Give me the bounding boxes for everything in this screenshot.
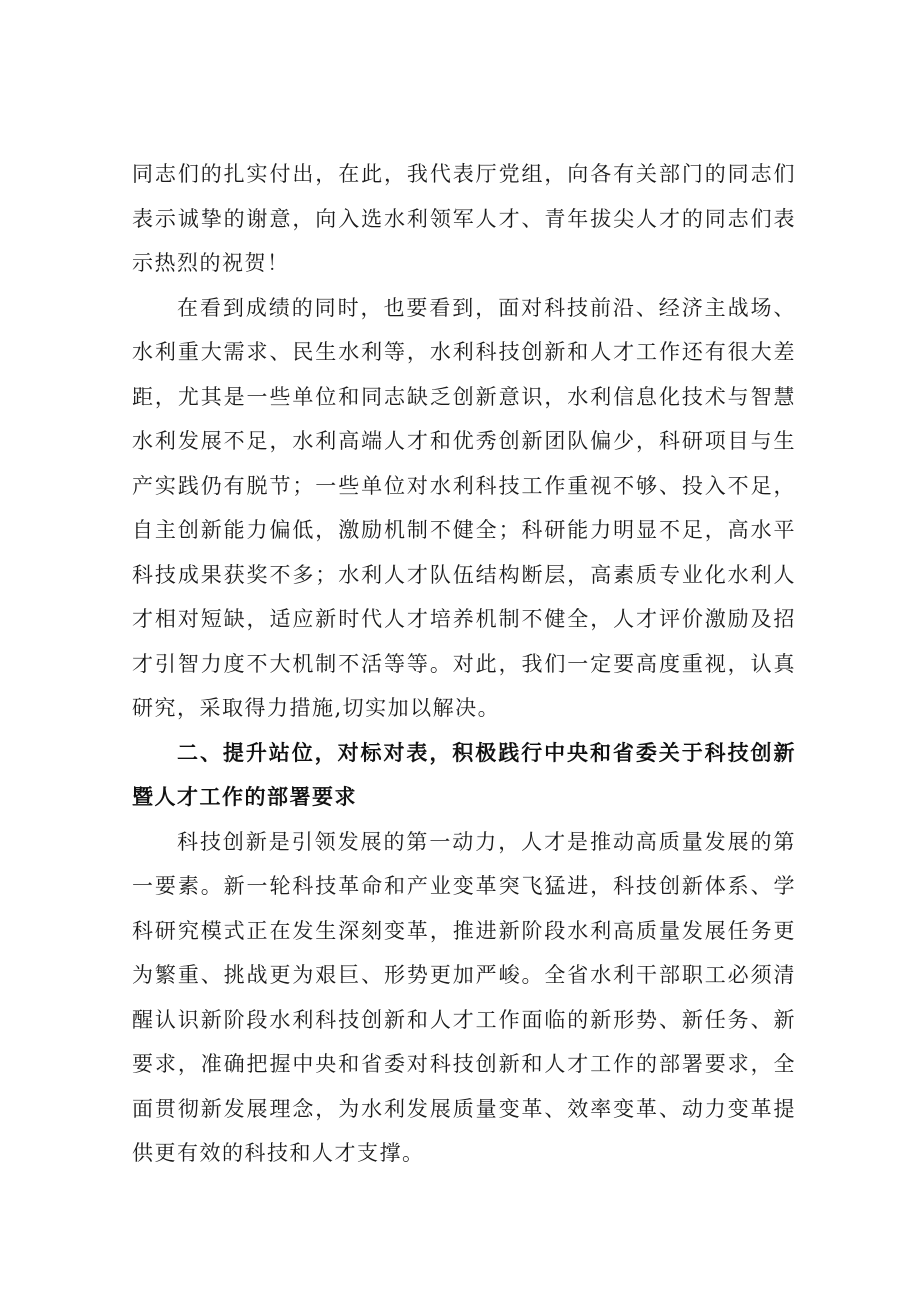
paragraph-shortcomings: 在看到成绩的同时，也要看到，面对科技前沿、经济主战场、水利重大需求、民生水利等，水利科技创新和人才工作还有很大差距，尤其是一些单位和同志缺乏创新意识，水利信息化技术与智慧水利发展不足，水利高端人才和优秀创新团队偏少，科研项目与生产实践仍有脱节；一些单位对水利科技工作重视不够、投入不足，自主创新能力偏低，激励机制不健全；科研能力明显不足，高水平科技成果获奖不多；水利人才队伍结构断层，高素质专业化水利人才相对短缺，适应新时代人才培养机制不健全，人才评价激励及招才引智力度不大机制不活等等。对此，我们一定要高度重视，认真研究，采取得力措施,切实加以解决。: [132, 295, 796, 720]
paragraph-innovation: 科技创新是引领发展的第一动力，人才是推动高质量发展的第一要素。新一轮科技革命和产业变革突飞猛进，科技创新体系、学科研究模式正在发生深刻变革，推进新阶段水利高质量发展任务更为繁重、挑战更为艰巨、形势更加严峻。全省水利干部职工必须清醒认识新阶段水利科技创新和人才工作面临的新形势、新任务、新要求，准确把握中央和省委对科技创新和人才工作的部署要求，全面贯彻新发展理念，为水利发展质量变革、效率变革、动力变革提供更有效的科技和人才支撑。: [132, 829, 796, 1165]
section-heading-two: 二、提升站位，对标对表，积极践行中央和省委关于科技创新暨人才工作的部署要求: [132, 740, 796, 809]
paragraph-continuation: 同志们的扎实付出，在此，我代表厅党组，向各有关部门的同志们表示诚挚的谢意，向入选水利领军人才、青年拔尖人才的同志们表示热烈的祝贺！: [132, 162, 796, 275]
document-body: [132, 152, 796, 1176]
